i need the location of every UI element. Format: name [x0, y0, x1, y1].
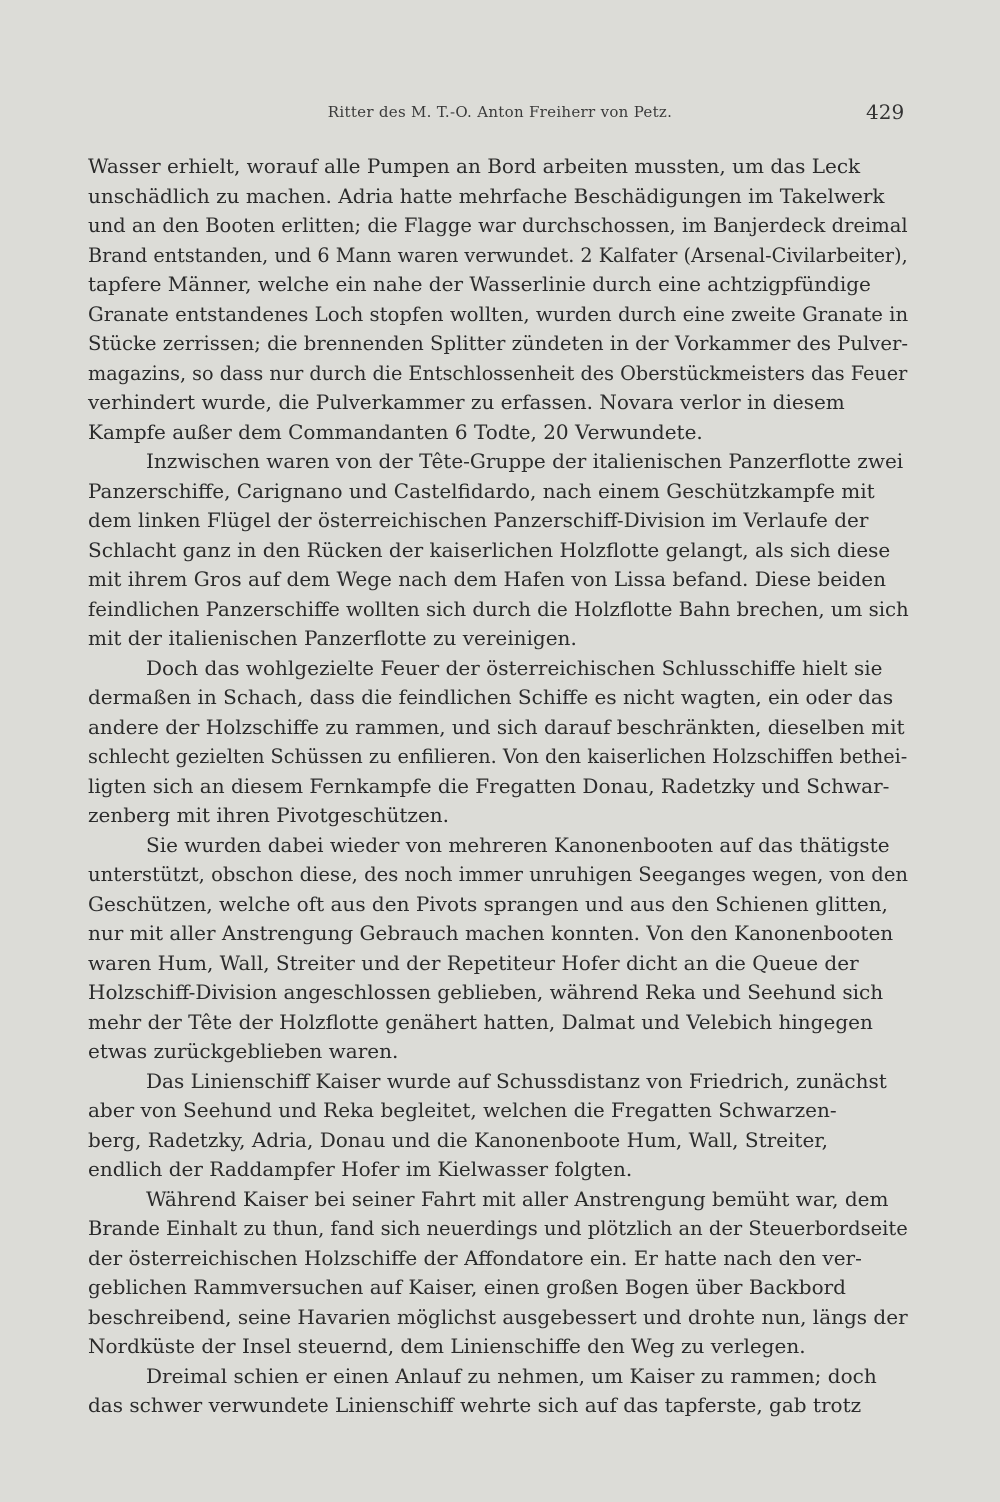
text-line: Granate entstandenes Loch stopfen wollten, wurden durch eine zweite Granate in [88, 301, 909, 326]
text-line: Holzschiff-Division angeschlossen geblieben, während Reka und Seehund sich [88, 980, 884, 1004]
text-line: schlecht gezielten Schüssen zu enfilieren. Von den kaiserlichen Holzschiffen bethei- [88, 744, 908, 768]
text-line: Brande Einhalt zu thun, fand sich neuerdings und plötzlich an der Steuerbordseite [88, 1216, 908, 1240]
text-line: Panzerschiffe, Carignano und Castelfidardo, nach einem Geschützkampfe mit [88, 478, 875, 503]
text-line: Schlacht ganz in den Rücken der kaiserlichen Holzflotte gelangt, als sich diese [88, 537, 891, 562]
text-line: mehr der Tête der Holzflotte genähert hatten, Dalmat und Velebich hingegen [88, 1009, 873, 1034]
text-line: Geschützen, welche oft aus den Pivots sprangen und aus den Schienen glitten, [88, 891, 888, 916]
text-line: mit ihrem Gros auf dem Wege nach dem Hafen von Lissa befand. Diese beiden [88, 567, 886, 591]
running-title: Ritter des M. T.-O. Anton Freiherr von Petz. [327, 103, 673, 121]
text-line: etwas zurückgeblieben waren. [88, 1039, 399, 1063]
text-line: Wasser erhielt, worauf alle Pumpen an Bord arbeiten mussten, um das Leck [88, 154, 861, 178]
text-line: dermaßen in Schach, dass die feindlichen Schiffe es nicht wagten, ein oder das [88, 685, 894, 709]
text-line: nur mit aller Anstrengung Gebrauch machen konnten. Von den Kanonenbooten [88, 921, 894, 945]
text-line: der österreichischen Holzschiffe der Affondatore ein. Er hatte nach den ver- [88, 1245, 862, 1270]
text-line: Das Linienschiff Kaiser wurde auf Schussdistanz von Friedrich, zunächst [146, 1068, 887, 1093]
text-line: geblichen Rammversuchen auf Kaiser, einen großen Bogen über Backbord [88, 1275, 846, 1299]
text-line: berg, Radetzky, Adria, Donau und die Kanonenboote Hum, Wall, Streiter, [88, 1127, 828, 1152]
text-line: Stücke zerrissen; die brennenden Splitter zündeten in der Vorkammer des Pulver- [88, 331, 909, 355]
text-line: das schwer verwundete Linienschiff wehrte sich auf das tapferste, gab trotz [88, 1393, 862, 1417]
text-line: tapfere Männer, welche ein nahe der Wasserlinie durch eine achtzigpfündige [88, 272, 871, 296]
text-line: beschreibend, seine Havarien möglichst ausgebessert und drohte nun, längs der [88, 1304, 908, 1329]
text-line: zenberg mit ihren Pivotgeschützen. [88, 803, 450, 827]
text-line: Während Kaiser bei seiner Fahrt mit aller Anstrengung bemüht war, dem [146, 1186, 889, 1211]
text-line: magazins, so dass nur durch die Entschlossenheit des Oberstückmeisters das Feuer [88, 360, 908, 385]
page-number: 429 [866, 100, 905, 124]
text-line: unterstützt, obschon diese, des noch immer unruhigen Seeganges wegen, von den [88, 862, 909, 886]
text-line: waren Hum, Wall, Streiter und der Repetiteur Hofer dicht an die Queue der [88, 950, 859, 975]
text-line: mit der italienischen Panzerflotte zu vereinigen. [88, 626, 577, 650]
text-line: Sie wurden dabei wieder von mehreren Kanonenbooten auf das thätigste [146, 832, 890, 857]
text-line: ligten sich an diesem Fernkampfe die Fregatten Donau, Radetzky und Schwar- [88, 773, 890, 798]
text-line: aber von Seehund und Reka begleitet, welchen die Fregatten Schwarzen- [88, 1098, 837, 1122]
text-line: feindlichen Panzerschiffe wollten sich durch die Holzflotte Bahn brechen, um sich [88, 596, 909, 621]
text-line: und an den Booten erlitten; die Flagge war durchschossen, im Banjerdeck dreimal [88, 213, 908, 237]
text-line: unschädlich zu machen. Adria hatte mehrfache Beschädigungen im Takelwerk [88, 183, 885, 208]
text-line: andere der Holzschiffe zu rammen, und sich darauf beschränkten, dieselben mit [88, 714, 905, 739]
text-line: Dreimal schien er einen Anlauf zu nehmen, um Kaiser zu rammen; doch [146, 1363, 877, 1388]
text-line: verhindert wurde, die Pulverkammer zu erfassen. Novara verlor in diesem [88, 390, 845, 414]
text-line: endlich der Raddampfer Hofer im Kielwasser folgten. [88, 1157, 633, 1181]
text-line: Brand entstanden, und 6 Mann waren verwundet. 2 Kalfater (Arsenal-Civilarbeiter), [88, 242, 908, 267]
text-line: Nordküste der Insel steuernd, dem Linienschiffe den Weg zu verlegen. [88, 1334, 806, 1358]
text-line: Kampfe außer dem Commandanten 6 Todte, 20 Verwundete. [88, 419, 703, 444]
text-line: dem linken Flügel der österreichischen Panzerschiff-Division im Verlaufe der [88, 508, 869, 532]
text-line: Inzwischen waren von der Tête-Gruppe der italienischen Panzerflotte zwei [146, 449, 904, 473]
body-text [88, 152, 908, 1421]
text-line: Doch das wohlgezielte Feuer der österreichischen Schlusschiffe hielt sie [146, 655, 883, 680]
